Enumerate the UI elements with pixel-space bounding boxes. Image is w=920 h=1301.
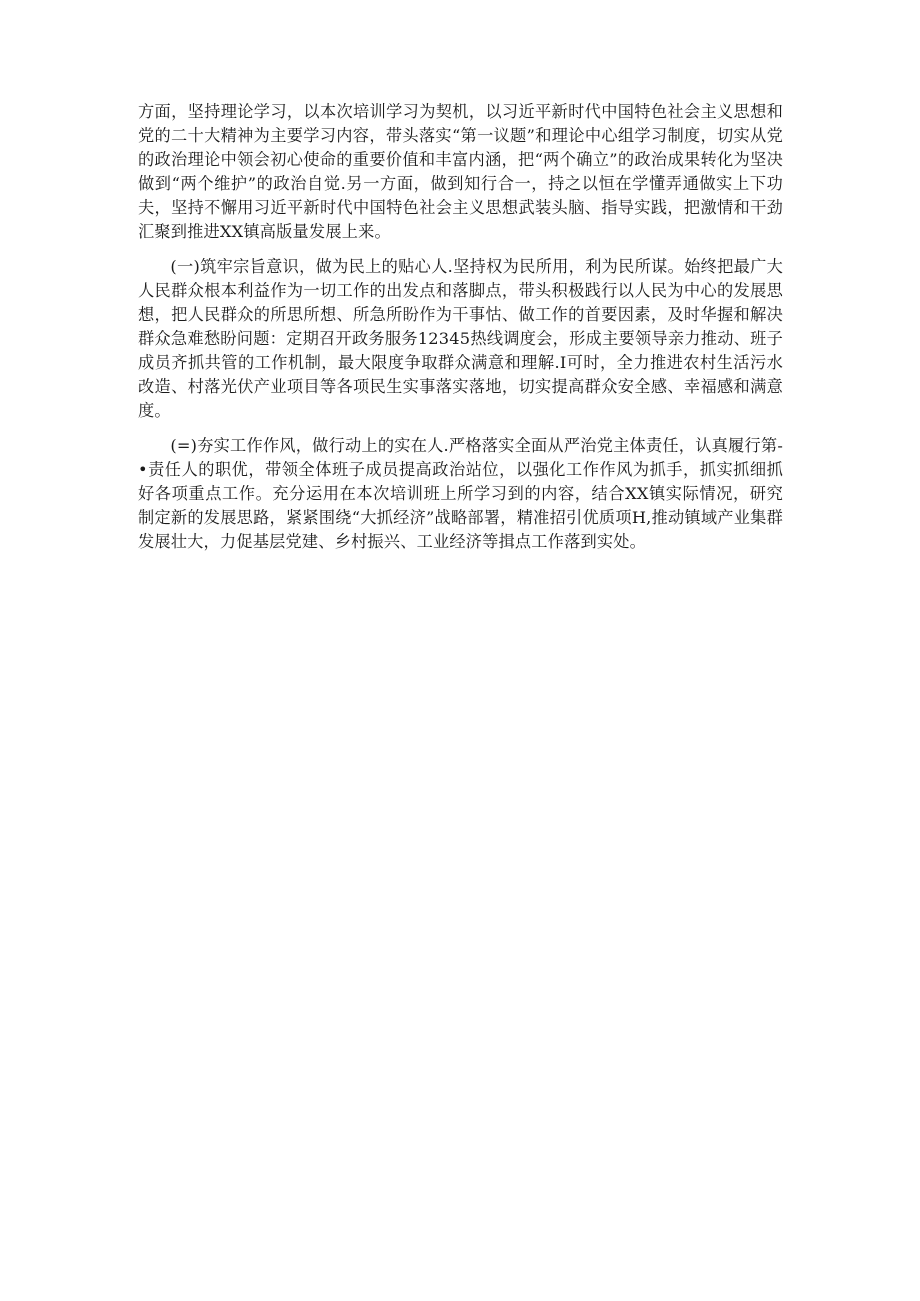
paragraph-section-two: (=)夯实工作作风，做行动上的实在人.严格落实全面从严治党主体责任，认真履行第-•责任人的职优，带领全体班子成员提高政治站位，以强化工作作风为抓手，抓实抓细抓好各项重点工作。充分运用在本次培训班上所学习到的内容，结合XX镇实际情况，研究制定新的发展思路，紧紧围绕“大抓经济”战略部署，精准招引优质项H,推动镇域产业集群发展壮大，力促基层党建、乡村振兴、工业经济等揖点工作落到实处。	[138, 436, 783, 551]
paragraph-continuation: 方面，坚持理论学习，以本次培训学习为契机，以习近平新时代中国特色社会主义思想和党的二十大精神为主要学习内容，带头落实“第一议题”和理论中心组学习制度，切实从党的政治理论中领会初心使命的重要价值和丰富内涵，把“两个确立”的政治成果转化为坚决做到“两个维护”的政治自觉.另一方面，做到知行合一，持之以恒在学懂弄通做实上下功夫，坚持不懈用习近平新时代中国特色社会主义思想武装头脑、指导实践，把激情和干劲汇聚到推进XX镇高版量发展上来。	[138, 102, 783, 241]
document-body	[138, 100, 783, 565]
paragraph-section-one: (一)筑牢宗旨意识，做为民上的贴心人.坚持权为民所用，利为民所谋。始终把最广大人民群众根本利益作为一切工作的出发点和落脚点，带头积极践行以人民为中心的发展思想，把人民群众的所思所想、所急所盼作为干事怙、做工作的首要因素，及时华握和解决群众急难愁盼问题：定期召开政务服务12345热线调度会，形成主要领导亲力推动、班子成员齐抓共管的工作机制，最大限度争取群众满意和理解.I可时，全力推进农村生活污水改造、村落光伏产业项目等各项民生实事落实落地，切实提高群众安全感、幸福感和满意度。	[138, 257, 783, 420]
